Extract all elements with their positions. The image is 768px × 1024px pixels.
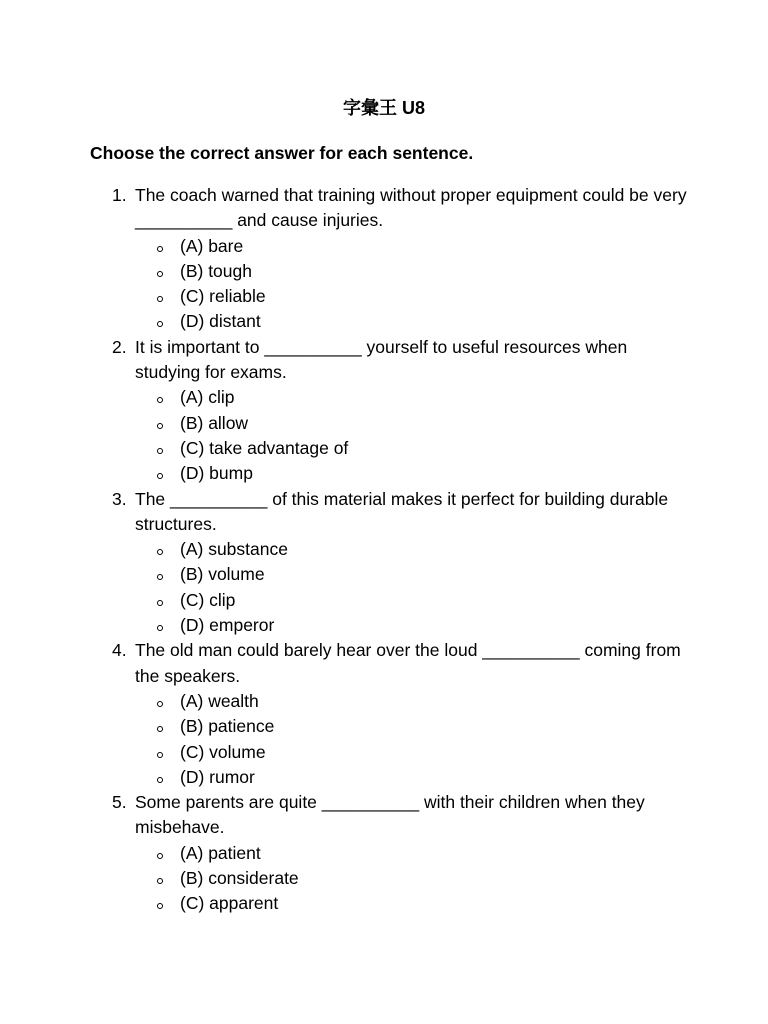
option-label: (B) tough: [180, 260, 252, 281]
hollow-bullet-icon: [157, 448, 163, 454]
hollow-bullet-icon: [157, 397, 163, 403]
option-item: [135, 613, 690, 638]
question-list: [90, 183, 690, 917]
option-item: [135, 385, 690, 410]
hollow-bullet-icon: [157, 271, 163, 277]
option-label: (C) volume: [180, 741, 266, 762]
option-label: (A) patient: [180, 842, 261, 863]
option-list: [135, 234, 690, 335]
option-item: [135, 436, 690, 461]
option-list: [135, 689, 690, 790]
hollow-bullet-icon: [157, 853, 163, 859]
option-label: (B) patience: [180, 716, 275, 737]
option-item: [135, 259, 690, 284]
option-item: [135, 562, 690, 587]
option-item: [135, 891, 690, 916]
instruction-text: Choose the correct answer for each sentence.: [90, 143, 474, 163]
hollow-bullet-icon: [157, 726, 163, 732]
option-label: (B) considerate: [180, 868, 299, 889]
option-list: [135, 385, 690, 486]
option-item: [135, 309, 690, 334]
hollow-bullet-icon: [157, 701, 163, 707]
option-item: [135, 537, 690, 562]
page-title: 字彙王 U8: [342, 98, 425, 118]
question-item: [90, 183, 690, 335]
option-label: (A) bare: [180, 235, 244, 256]
option-label: (A) wealth: [180, 690, 259, 711]
option-item: [135, 689, 690, 714]
option-item: [135, 714, 690, 739]
question-item: [90, 638, 690, 790]
option-item: [135, 411, 690, 436]
option-label: (D) bump: [180, 463, 253, 484]
hollow-bullet-icon: [157, 473, 163, 479]
question-item: [90, 335, 690, 487]
option-label: (C) reliable: [180, 286, 266, 307]
question-text: Some parents are quite __________ with their children when they misbehave.: [135, 792, 645, 838]
hollow-bullet-icon: [157, 878, 163, 884]
hollow-bullet-icon: [157, 625, 163, 631]
option-item: [135, 461, 690, 486]
option-item: [135, 284, 690, 309]
hollow-bullet-icon: [157, 777, 163, 783]
question-number: 3.: [112, 488, 127, 509]
question-number: 1.: [112, 185, 127, 205]
hollow-bullet-icon: [157, 296, 163, 302]
question-text: The __________ of this material makes it perfect for building durable structures.: [135, 488, 669, 534]
option-label: (D) emperor: [180, 615, 275, 636]
option-label: (C) take advantage of: [180, 437, 349, 458]
hollow-bullet-icon: [157, 574, 163, 580]
question-item: [90, 487, 690, 639]
option-label: (A) substance: [180, 539, 288, 560]
option-item: [135, 740, 690, 765]
question-text: It is important to __________ yourself to useful resources when studying for exams.: [135, 336, 628, 383]
hollow-bullet-icon: [157, 549, 163, 555]
question-number: 2.: [112, 336, 127, 357]
option-label: (D) rumor: [180, 766, 255, 787]
option-item: [135, 588, 690, 613]
option-item: [135, 765, 690, 790]
hollow-bullet-icon: [157, 246, 163, 252]
hollow-bullet-icon: [157, 903, 163, 909]
option-label: (C) clip: [180, 589, 236, 610]
question-text: The old man could barely hear over the loud __________ coming from the speakers.: [135, 640, 681, 686]
option-item: [135, 866, 690, 891]
hollow-bullet-icon: [157, 321, 163, 327]
hollow-bullet-icon: [157, 752, 163, 758]
option-label: (C) apparent: [180, 893, 279, 914]
option-list: [135, 537, 690, 638]
option-label: (A) clip: [180, 387, 235, 408]
option-list: [135, 841, 690, 917]
question-item: [90, 790, 690, 916]
option-label: (D) distant: [180, 311, 261, 332]
option-label: (B) volume: [180, 564, 265, 585]
question-text: The coach warned that training without proper equipment could be very __________ and cause injuries.: [135, 185, 687, 231]
option-item: [135, 841, 690, 866]
question-number: 5.: [112, 792, 127, 813]
hollow-bullet-icon: [157, 600, 163, 606]
hollow-bullet-icon: [157, 423, 163, 429]
option-item: [135, 234, 690, 259]
option-label: (B) allow: [180, 412, 249, 433]
question-number: 4.: [112, 640, 127, 661]
